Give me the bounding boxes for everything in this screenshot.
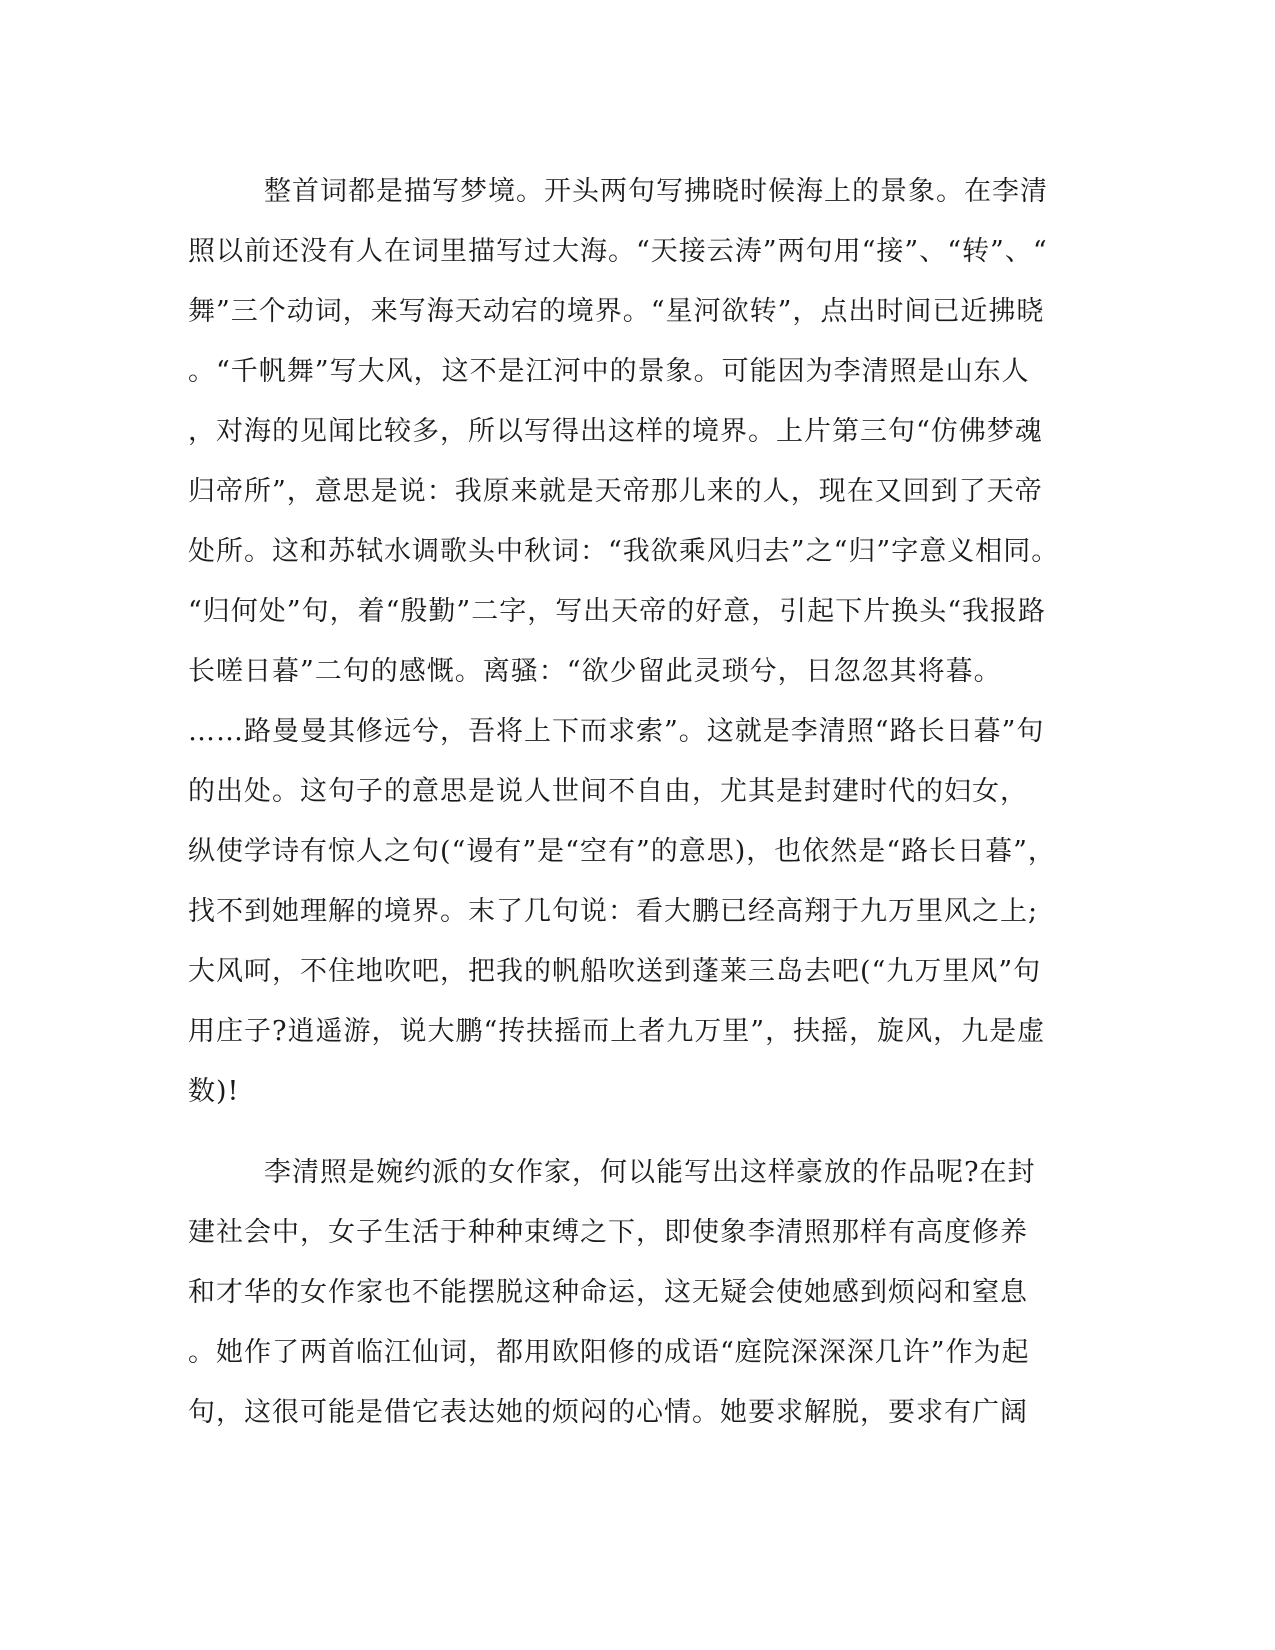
text-line: ，对海的见闻比较多，所以写得出这样的境界。上片第三句“仿佛梦魂	[188, 416, 1043, 447]
paragraph-2	[188, 1143, 1068, 1443]
text-line: 整首词都是描写梦境。开头两句写拂晓时候海上的景象。在李清	[264, 176, 1048, 207]
text-line: 长嗟日暮”二句的感慨。离骚：“欲少留此灵琐兮，日忽忽其将暮。	[188, 656, 1002, 687]
text-line: 。“千帆舞”写大风，这不是江河中的景象。可能因为李清照是山东人	[188, 356, 1030, 387]
text-line: 大风呵，不住地吹吧，把我的帆船吹送到蓬莱三岛去吧(“九万里风”句	[188, 956, 1042, 987]
text-line: “归何处”句，着“殷勤”二字，写出天帝的好意，引起下片换头“我报路	[188, 596, 1047, 627]
paragraph-1	[188, 162, 1068, 1122]
text-line: 归帝所”，意思是说：我原来就是天帝那儿来的人，现在又回到了天帝	[188, 476, 1043, 507]
text-line: 李清照是婉约派的女作家，何以能写出这样豪放的作品呢?在封	[264, 1157, 1036, 1188]
text-line: 的出处。这句子的意思是说人世间不自由，尤其是封建时代的妇女，	[188, 776, 1028, 807]
text-line: 舞”三个动词，来写海天动宕的境界。“星河欲转”，点出时间已近拂晓	[188, 296, 1045, 327]
text-line: 数)!	[188, 1076, 240, 1107]
text-line: 处所。这和苏轼水调歌头中秋词：“我欲乘风归去”之“归”字意义相同。	[188, 536, 1060, 567]
text-line: 用庄子?逍遥游，说大鹏“抟扶摇而上者九万里”，扶摇，旋风，九是虚	[188, 1016, 1046, 1047]
text-line: 建社会中，女子生活于种种束缚之下，即使象李清照那样有高度修养	[188, 1217, 1028, 1248]
text-line: 照以前还没有人在词里描写过大海。“天接云涛”两句用“接”、“转”、“	[188, 236, 1048, 267]
text-line: 和才华的女作家也不能摆脱这种命运，这无疑会使她感到烦闷和窒息	[188, 1277, 1028, 1308]
text-line: 。她作了两首临江仙词，都用欧阳修的成语“庭院深深深几许”作为起	[188, 1337, 1030, 1368]
text-line: 找不到她理解的境界。末了几句说：看大鹏已经高翔于九万里风之上;	[188, 896, 1039, 927]
text-line: 句，这很可能是借它表达她的烦闷的心情。她要求解脱，要求有广阔	[188, 1397, 1028, 1428]
text-line: ……路曼曼其修远兮，吾将上下而求索”。这就是李清照“路长日暮”句	[188, 716, 1045, 747]
text-line: 纵使学诗有惊人之句(“谩有”是“空有”的意思)，也依然是“路长日暮”，	[188, 836, 1056, 867]
